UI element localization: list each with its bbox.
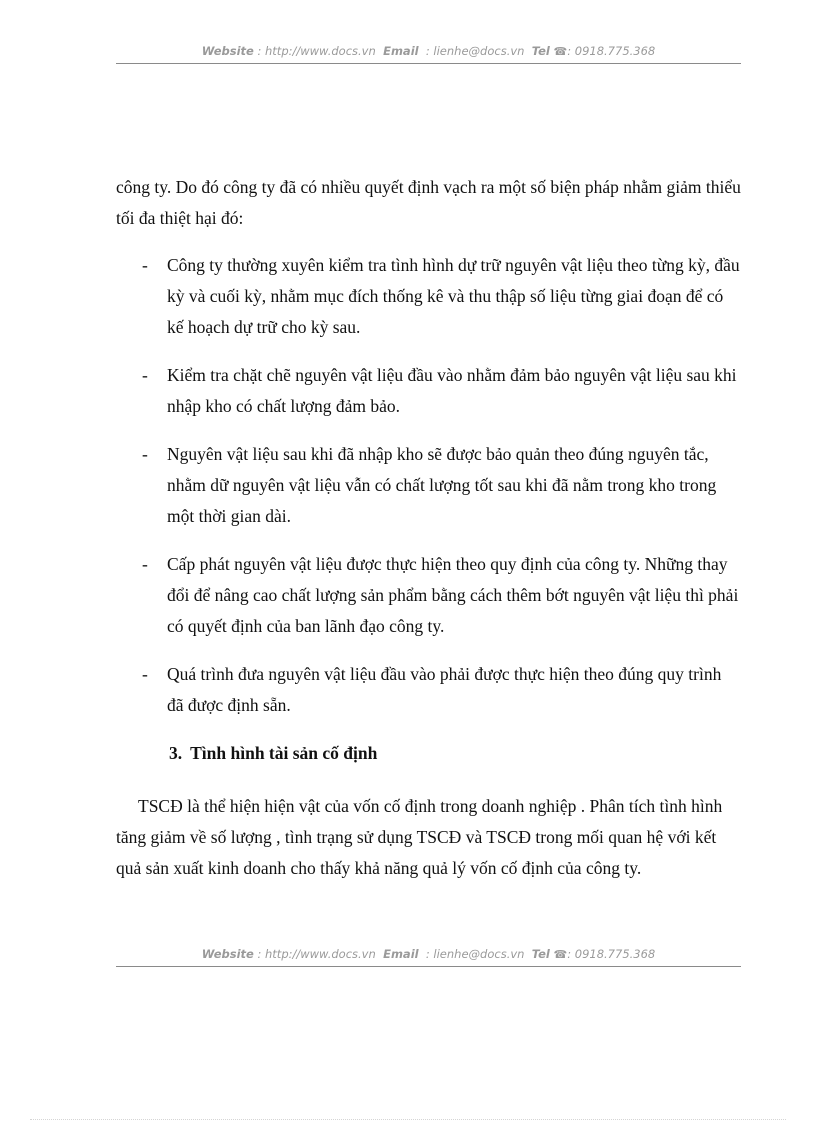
page-bottom-divider [30, 1119, 786, 1120]
list-item-text: Nguyên vật liệu sau khi đã nhập kho sẽ được bảo quản theo đúng nguyên tắc, nhằm dữ nguyên vật liệu vẫn có chất lượng tốt sau khi đã nằm trong kho trong một thời gian dài. [167, 444, 717, 526]
phone-icon: ☎ [553, 45, 568, 58]
measures-list [116, 250, 742, 721]
footer-email-label: Email [383, 947, 419, 961]
section-title: Tình hình tài sản cố định [190, 743, 378, 763]
bullet-dash: - [142, 255, 148, 275]
list-item [116, 659, 742, 721]
list-item-text: Cấp phát nguyên vật liệu được thực hiện theo quy định của công ty. Những thay đổi để nâng cao chất lượng sản phẩm bằng cách thêm bớt nguyên vật liệu thì phải có quyết định của ban lãnh đạo công ty. [167, 554, 739, 636]
bullet-dash: - [142, 444, 148, 464]
intro-paragraph: công ty. Do đó công ty đã có nhiều quyết định vạch ra một số biện pháp nhằm giảm thiểu tối đa thiệt hại đó: [116, 177, 741, 228]
document-body [116, 172, 742, 884]
footer-email-link[interactable]: : lienhe@docs.vn [425, 947, 525, 961]
section-paragraph: TSCĐ là thể hiện hiện vật của vốn cố định trong doanh nghiệp . Phân tích tình hình tăng giảm về số lượng , tình trạng sử dụng TSCĐ và TSCĐ trong mối quan hệ với kết quả sản xuất kinh doanh cho thấy khả năng quả lý vốn cố định của công ty. [116, 796, 723, 878]
footer-website-link[interactable]: : http://www.docs.vn [257, 947, 376, 961]
list-item-text: Kiểm tra chặt chẽ nguyên vật liệu đầu vào nhằm đảm bảo nguyên vật liệu sau khi nhập kho có chất lượng đảm bảo. [167, 365, 737, 416]
footer-tel-label: Tel [531, 947, 550, 961]
list-item-text: Công ty thường xuyên kiểm tra tình hình dự trữ nguyên vật liệu theo từng kỳ, đầu kỳ và cuối kỳ, nhằm mục đích thống kê và thu thập số liệu từng giai đoạn để có kế hoạch dự trữ cho kỳ sau. [167, 255, 740, 337]
header-email-link[interactable]: : lienhe@docs.vn [425, 44, 525, 58]
list-item [116, 250, 742, 343]
list-item [116, 439, 742, 532]
footer-website-label: Website [201, 947, 254, 961]
page-footer [116, 947, 741, 967]
header-email-label: Email [383, 44, 419, 58]
section-number: 3. [169, 743, 183, 763]
list-item [116, 549, 742, 642]
phone-icon: ☎ [553, 948, 568, 961]
bullet-dash: - [142, 554, 148, 574]
section-heading [116, 738, 742, 769]
header-tel-label: Tel [531, 44, 550, 58]
list-item [116, 360, 742, 422]
page-header [116, 44, 741, 64]
header-website-link[interactable]: : http://www.docs.vn [257, 44, 376, 58]
list-item-text: Quá trình đưa nguyên vật liệu đầu vào phải được thực hiện theo đúng quy trình đã được định sẵn. [167, 664, 722, 715]
bullet-dash: - [142, 664, 148, 684]
footer-tel-value: : 0918.775.368 [567, 947, 656, 961]
header-website-label: Website [201, 44, 254, 58]
bullet-dash: - [142, 365, 148, 385]
header-tel-value: : 0918.775.368 [567, 44, 656, 58]
